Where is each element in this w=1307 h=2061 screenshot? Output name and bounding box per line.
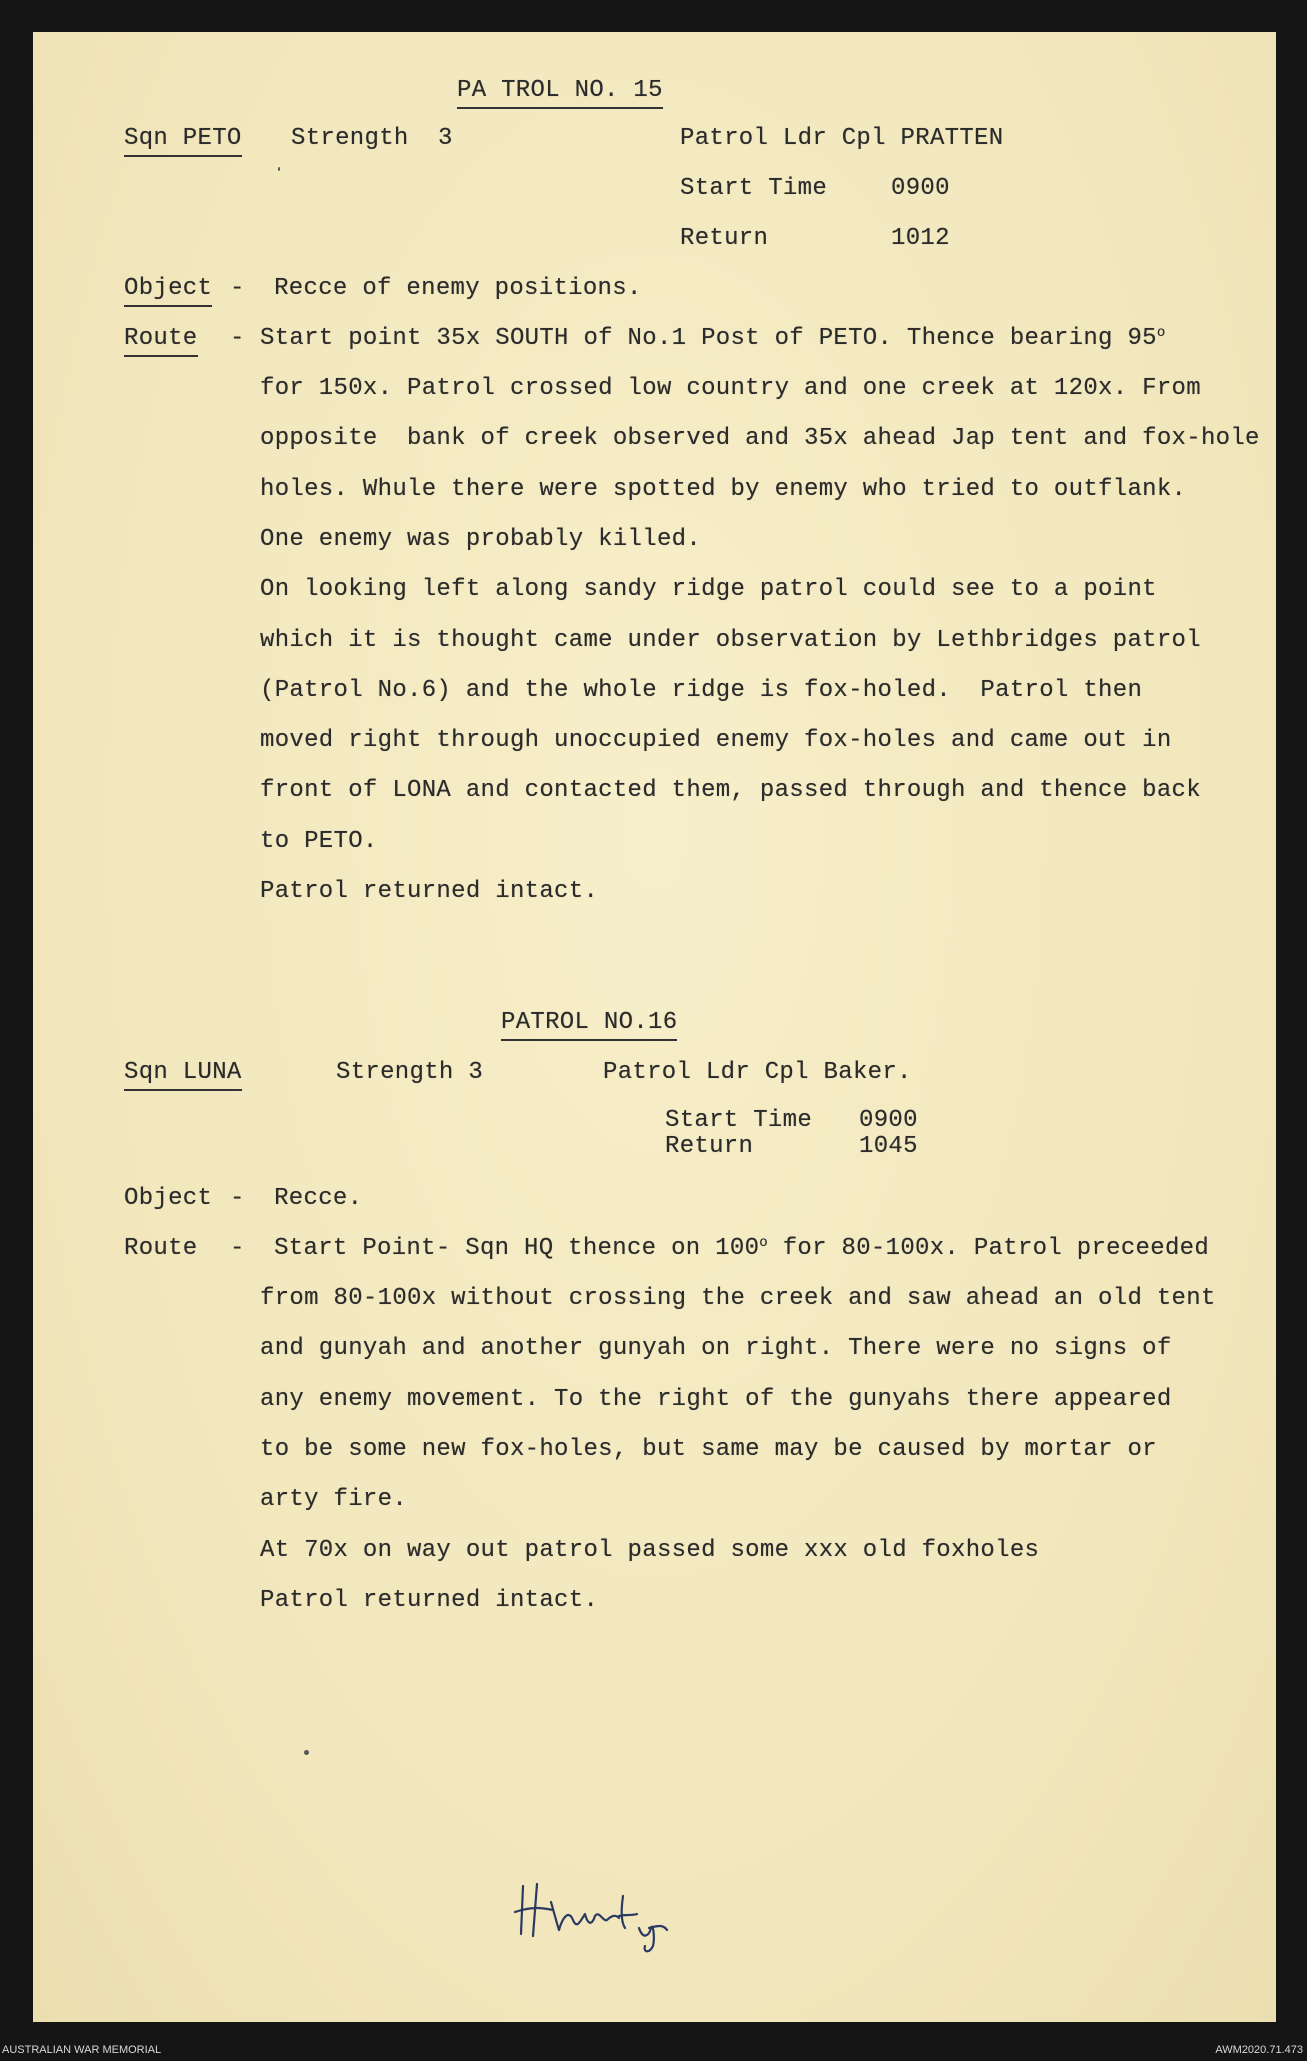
patrol-15-title: PA TROL NO. 15: [457, 76, 663, 109]
patrol-16-route-first-line: [230, 1234, 1209, 1264]
route-line: and gunyah and another gunyah on right. There were no signs of: [260, 1335, 1172, 1363]
patrol-15-route-dash: -: [230, 325, 245, 352]
route-line: to be some new fox-holes, but same may be caused by mortar or: [260, 1435, 1157, 1463]
patrol-16-object-label: Object: [124, 1185, 213, 1212]
patrol-15-return-value: 1012: [891, 225, 950, 252]
patrol-15-route-label: Route: [124, 324, 198, 357]
patrol-15-start-label: Start Time: [680, 175, 828, 202]
patrol-15-return-label: Return: [680, 225, 769, 252]
patrol-16-squadron: Sqn LUNA: [124, 1058, 242, 1091]
route-line: from 80-100x without crossing the creek and saw ahead an old tent: [260, 1285, 1216, 1312]
patrol-16-strength: Strength 3: [336, 1059, 484, 1086]
patrol-16-leader: Patrol Ldr Cpl Baker.: [603, 1059, 912, 1086]
patrol-16-start-label: Start Time: [665, 1107, 813, 1134]
patrol-15-route-first-line: [260, 324, 1166, 354]
route-line: any enemy movement. To the right of the gunyahs there appeared: [260, 1385, 1172, 1413]
patrol-16-return-label: Return: [665, 1133, 754, 1160]
patrol-15-strength: Strength 3: [291, 125, 453, 152]
footer-left: AUSTRALIAN WAR MEMORIAL: [2, 2044, 162, 2056]
route-line: which it is thought came under observation by Lethbridges patrol: [260, 626, 1201, 654]
degree-mark: o: [759, 1235, 768, 1251]
patrol-15-leader: Patrol Ldr Cpl PRATTEN: [680, 125, 1004, 152]
route-line: for 150x. Patrol crossed low country and one creek at 120x. From: [260, 375, 1201, 402]
footer-right: AWM2020.71.473: [1215, 2044, 1303, 2056]
ink-speck: [278, 167, 280, 171]
patrol-15-object-text: - Recce of enemy positions.: [230, 275, 642, 302]
patrol-15-route-first-text: Start point 35x SOUTH of No.1 Post of PETO. Thence bearing 95: [260, 325, 1157, 352]
patrol-16-route-first-text: - Start Point- Sqn HQ thence on 100: [230, 1235, 760, 1262]
patrol-15-squadron: Sqn PETO: [124, 124, 242, 157]
route-line: arty fire.: [260, 1486, 408, 1514]
route-line: to PETO.: [260, 827, 378, 855]
ink-speck: [304, 1750, 309, 1755]
route-line: Patrol returned intact.: [260, 878, 599, 905]
degree-mark: o: [1156, 325, 1166, 341]
route-line: moved right through unoccupied enemy fox-holes and came out in: [260, 727, 1172, 755]
route-line: front of LONA and contacted them, passed through and thence back: [260, 777, 1201, 805]
route-line: One enemy was probably killed.: [260, 525, 702, 553]
patrol-16-start-value: 0900: [859, 1107, 918, 1134]
signature: [503, 1876, 703, 1956]
patrol-16-route-label: Route: [124, 1235, 198, 1262]
patrol-16-route-first-rest: for 80-100x. Patrol preceeded: [768, 1235, 1210, 1262]
route-line: On looking left along sandy ridge patrol could see to a point: [260, 576, 1157, 604]
patrol-16-object-text: - Recce.: [230, 1185, 363, 1212]
route-line: opposite bank of creek observed and 35x ahead Jap tent and fox-hole: [260, 425, 1260, 453]
patrol-15-object-label: Object: [124, 274, 212, 307]
route-line: At 70x on way out patrol passed some xxx old foxholes: [260, 1536, 1040, 1564]
document-page: [33, 32, 1276, 2022]
route-line: Patrol returned intact.: [260, 1586, 599, 1614]
patrol-16-return-value: 1045: [859, 1133, 918, 1160]
patrol-15-start-value: 0900: [891, 175, 950, 202]
route-line: (Patrol No.6) and the whole ridge is fox-holed. Patrol then: [260, 676, 1143, 704]
patrol-16-title: PATROL NO.16: [501, 1008, 677, 1041]
route-line: holes. Whule there were spotted by enemy who tried to outflank.: [260, 475, 1187, 503]
